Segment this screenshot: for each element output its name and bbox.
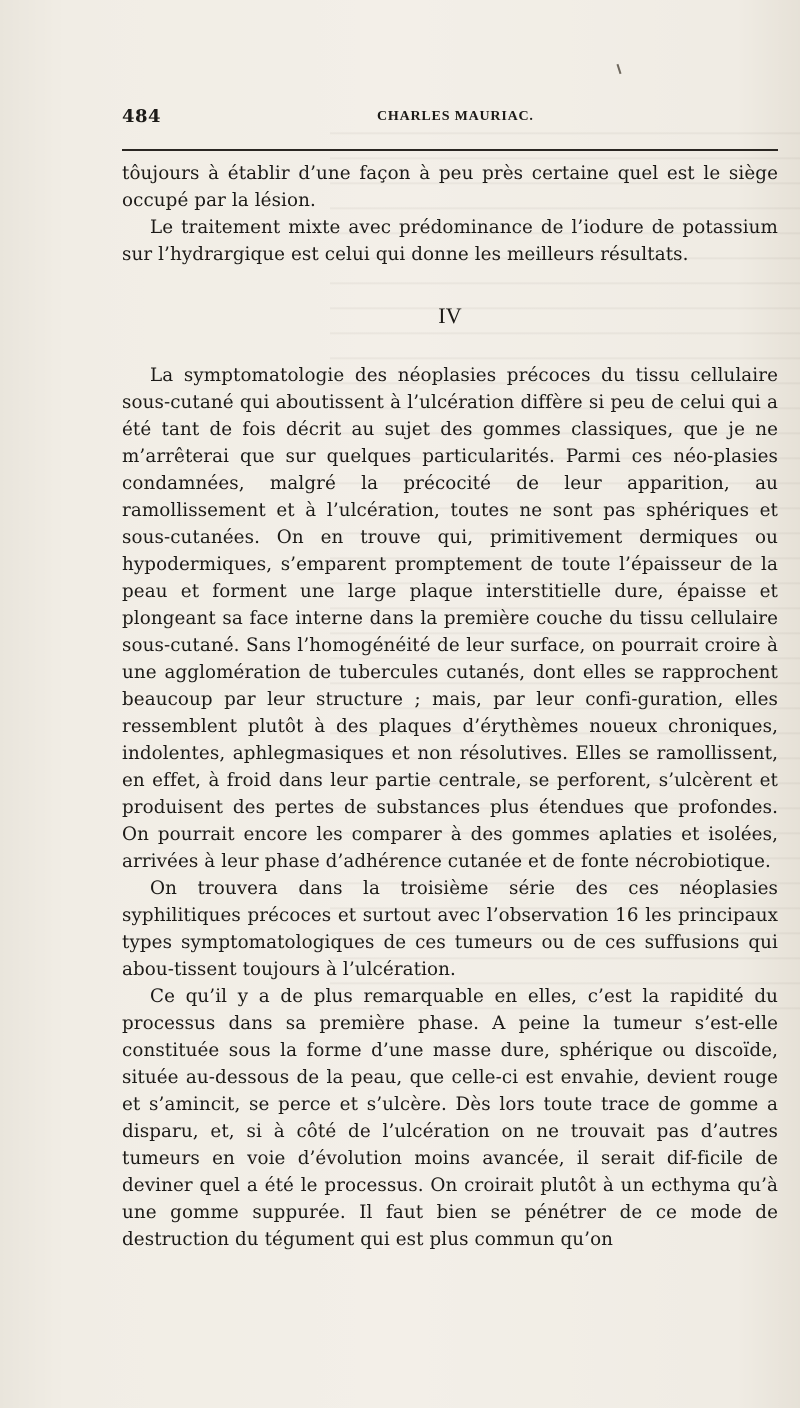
ink-mark [617, 64, 622, 74]
body-text [122, 160, 778, 1253]
running-head [122, 106, 778, 130]
paragraph-symptomatology: La symptomatologie des néoplasies précoces du tissu cellulaire sous-cutané qui aboutissent à l’ulcération diffère si peu de celui qui a été tant de fois décrit au sujet des gommes classiques, que je ne m’arrêterai que sur quelques particularités. Parmi ces néo-plasies condamnées, malgré la précocité de leur apparition, au ramollissement et à l’ulcération, toutes ne sont pas sphériques et sous-cutanées. On en trouve qui, primitivement dermiques ou hypodermiques, s’emparent promptement de toute l’épaisseur de la peau et forment une large plaque interstitielle dure, épaisse et plongeant sa face interne dans la première couche du tissu cellulaire sous-cutané. Sans l’homogénéité de leur surface, on pourrait croire à une agglomération de tubercules cutanés, dont elles se rapprochent beaucoup par leur structure ; mais, par leur confi-guration, elles ressemblent plutôt à des plaques d’érythèmes noueux chroniques, indolentes, aphlegmasiques et non résolutives. Elles se ramollissent, en effet, à froid dans leur partie centrale, se perforent, s’ulcèrent et produisent des pertes de substances plus étendues que profondes. On pourrait encore les comparer à des gommes aplaties et isolées, arrivées à leur phase d’adhérence cutanée et de fonte nécrobiotique. [122, 365, 778, 872]
paragraph-treatment: Le traitement mixte avec prédominance de l’iodure de potassium sur l’hydrargique est celui qui donne les meilleurs résultats. [122, 217, 778, 265]
header-rule [122, 149, 778, 151]
paragraph-third-series: On trouvera dans la troisième série des ces néoplasies syphilitiques précoces et surtout avec l’observation 16 les principaux types symptomatologiques de ces tumeurs ou de ces suffusions qui abou-tissent toujours à l’ulcération. [122, 878, 778, 980]
running-head-author: CHARLES MAURIAC. [377, 109, 534, 124]
page-number: 484 [122, 106, 162, 127]
section-heading: IV [438, 303, 462, 328]
paragraph-continuation: tôujours à établir d’une façon à peu près certaine quel est le siège occupé par la lésion. [122, 163, 778, 211]
paragraph-rapidity: Ce qu’il y a de plus remarquable en elles, c’est la rapidité du processus dans sa première phase. A peine la tumeur s’est-elle constituée sous la forme d’une masse dure, sphérique ou discoïde, située au-dessous de la peau, que celle-ci est envahie, devient rouge et s’amincit, se perce et s’ulcère. Dès lors toute trace de gomme a disparu, et, si à côté de l’ulcération on ne trouvait pas d’autres tumeurs en voie d’évolution moins avancée, il serait dif-ficile de deviner quel a été le processus. On croirait plutôt à un ecthyma qu’à une gomme suppurée. Il faut bien se pénétrer de ce mode de destruction du tégument qui est plus commun qu’on [122, 986, 778, 1250]
